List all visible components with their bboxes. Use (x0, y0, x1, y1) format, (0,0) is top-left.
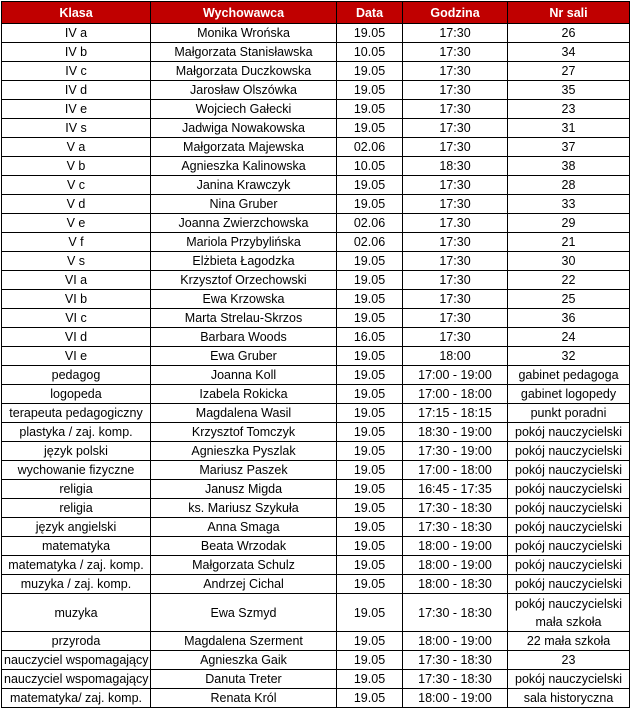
cell-klasa: plastyka / zaj. komp. (2, 423, 151, 442)
cell-data: 19.05 (337, 62, 403, 81)
cell-godzina: 17:30 - 18:30 (403, 594, 508, 632)
cell-godzina: 17:30 (403, 309, 508, 328)
cell-wychowawca: Monika Wrońska (151, 24, 337, 43)
cell-data: 19.05 (337, 594, 403, 632)
cell-data: 02.06 (337, 138, 403, 157)
cell-data: 19.05 (337, 480, 403, 499)
cell-nr-sali: 31 (508, 119, 630, 138)
cell-godzina: 17:30 (403, 138, 508, 157)
cell-godzina: 18:00 - 19:00 (403, 689, 508, 708)
cell-godzina: 17:30 (403, 81, 508, 100)
cell-klasa: IV s (2, 119, 151, 138)
cell-data: 19.05 (337, 461, 403, 480)
cell-godzina: 17:30 (403, 176, 508, 195)
table-row (2, 138, 630, 157)
cell-godzina: 17:30 (403, 119, 508, 138)
cell-data: 19.05 (337, 309, 403, 328)
cell-wychowawca: Marta Strelau-Skrzos (151, 309, 337, 328)
cell-klasa: matematyka/ zaj. komp. (2, 689, 151, 708)
cell-klasa: IV e (2, 100, 151, 119)
cell-nr-sali: 24 (508, 328, 630, 347)
cell-klasa: pedagog (2, 366, 151, 385)
table-row (2, 347, 630, 366)
table-row (2, 499, 630, 518)
table-row (2, 252, 630, 271)
cell-data: 19.05 (337, 423, 403, 442)
cell-klasa: język angielski (2, 518, 151, 537)
table-row (2, 214, 630, 233)
cell-data: 19.05 (337, 689, 403, 708)
cell-klasa: VI b (2, 290, 151, 309)
cell-nr-sali: 34 (508, 43, 630, 62)
cell-nr-sali: 22 mała szkoła (508, 632, 630, 651)
cell-nr-sali: pokój nauczycielski (508, 670, 630, 689)
cell-godzina: 18:00 - 18:30 (403, 575, 508, 594)
cell-godzina: 16:45 - 17:35 (403, 480, 508, 499)
cell-nr-sali: 25 (508, 290, 630, 309)
cell-data: 19.05 (337, 347, 403, 366)
cell-data: 10.05 (337, 43, 403, 62)
cell-klasa: muzyka / zaj. komp. (2, 575, 151, 594)
table-row (2, 575, 630, 594)
cell-wychowawca: Nina Gruber (151, 195, 337, 214)
cell-wychowawca: Ewa Gruber (151, 347, 337, 366)
cell-nr-sali: punkt poradni (508, 404, 630, 423)
cell-wychowawca: ks. Mariusz Szykuła (151, 499, 337, 518)
cell-nr-sali: pokój nauczycielski (508, 480, 630, 499)
table-row (2, 328, 630, 347)
table-row (2, 100, 630, 119)
cell-godzina: 17:30 (403, 271, 508, 290)
cell-data: 19.05 (337, 670, 403, 689)
table-row (2, 119, 630, 138)
cell-data: 16.05 (337, 328, 403, 347)
cell-godzina: 17:30 (403, 233, 508, 252)
table-row (2, 670, 630, 689)
cell-nr-sali: pokój nauczycielski mała szkoła (508, 594, 630, 632)
cell-klasa: V s (2, 252, 151, 271)
cell-klasa: IV b (2, 43, 151, 62)
header-nr-sali: Nr sali (508, 2, 630, 24)
cell-klasa: religia (2, 480, 151, 499)
cell-godzina: 18:00 - 19:00 (403, 556, 508, 575)
cell-wychowawca: Jarosław Olszówka (151, 81, 337, 100)
cell-data: 19.05 (337, 176, 403, 195)
table-row (2, 195, 630, 214)
cell-data: 19.05 (337, 100, 403, 119)
cell-nr-sali: pokój nauczycielski (508, 442, 630, 461)
cell-data: 19.05 (337, 404, 403, 423)
cell-wychowawca: Beata Wrzodak (151, 537, 337, 556)
table-row (2, 594, 630, 632)
cell-nr-sali: 22 (508, 271, 630, 290)
table-row (2, 43, 630, 62)
cell-godzina: 17:30 (403, 252, 508, 271)
cell-nr-sali: 29 (508, 214, 630, 233)
cell-data: 19.05 (337, 518, 403, 537)
cell-wychowawca: Janina Krawczyk (151, 176, 337, 195)
cell-klasa: V a (2, 138, 151, 157)
table-row (2, 366, 630, 385)
cell-klasa: V d (2, 195, 151, 214)
cell-godzina: 17:30 - 18:30 (403, 670, 508, 689)
table-row (2, 62, 630, 81)
cell-klasa: V e (2, 214, 151, 233)
header-data: Data (337, 2, 403, 24)
cell-klasa: VI e (2, 347, 151, 366)
header-klasa: Klasa (2, 2, 151, 24)
cell-klasa: muzyka (2, 594, 151, 632)
table-row (2, 176, 630, 195)
cell-godzina: 17:30 (403, 100, 508, 119)
cell-klasa: VI d (2, 328, 151, 347)
cell-data: 19.05 (337, 24, 403, 43)
cell-klasa: IV a (2, 24, 151, 43)
table-row (2, 309, 630, 328)
cell-nr-sali: gabinet pedagoga (508, 366, 630, 385)
table-row (2, 385, 630, 404)
cell-klasa: IV d (2, 81, 151, 100)
cell-godzina: 17:30 (403, 62, 508, 81)
cell-wychowawca: Barbara Woods (151, 328, 337, 347)
cell-wychowawca: Janusz Migda (151, 480, 337, 499)
cell-klasa: V f (2, 233, 151, 252)
cell-godzina: 17:15 - 18:15 (403, 404, 508, 423)
cell-godzina: 17:30 - 19:00 (403, 442, 508, 461)
cell-klasa: IV c (2, 62, 151, 81)
cell-data: 02.06 (337, 214, 403, 233)
cell-klasa: matematyka (2, 537, 151, 556)
cell-data: 19.05 (337, 442, 403, 461)
cell-nr-sali: pokój nauczycielski (508, 556, 630, 575)
cell-nr-sali: 27 (508, 62, 630, 81)
cell-wychowawca: Jadwiga Nowakowska (151, 119, 337, 138)
header-row (2, 2, 630, 24)
cell-wychowawca: Ewa Szmyd (151, 594, 337, 632)
cell-godzina: 18:00 - 19:00 (403, 537, 508, 556)
cell-godzina: 17:00 - 18:00 (403, 385, 508, 404)
cell-data: 19.05 (337, 81, 403, 100)
cell-wychowawca: Elżbieta Łagodzka (151, 252, 337, 271)
cell-nr-sali: 38 (508, 157, 630, 176)
cell-klasa: nauczyciel wspomagający (2, 670, 151, 689)
cell-nr-sali: pokój nauczycielski (508, 518, 630, 537)
cell-wychowawca: Mariola Przybylińska (151, 233, 337, 252)
cell-data: 19.05 (337, 385, 403, 404)
cell-nr-sali: pokój nauczycielski (508, 423, 630, 442)
cell-klasa: V b (2, 157, 151, 176)
cell-wychowawca: Wojciech Gałecki (151, 100, 337, 119)
table-row (2, 442, 630, 461)
cell-data: 19.05 (337, 119, 403, 138)
cell-data: 02.06 (337, 233, 403, 252)
cell-godzina: 17:30 (403, 195, 508, 214)
cell-wychowawca: Agnieszka Gaik (151, 651, 337, 670)
cell-wychowawca: Danuta Treter (151, 670, 337, 689)
cell-wychowawca: Ewa Krzowska (151, 290, 337, 309)
header-godzina: Godzina (403, 2, 508, 24)
cell-nr-sali: gabinet logopedy (508, 385, 630, 404)
cell-klasa: logopeda (2, 385, 151, 404)
cell-data: 19.05 (337, 366, 403, 385)
cell-godzina: 17:00 - 18:00 (403, 461, 508, 480)
table-row (2, 518, 630, 537)
cell-godzina: 17:30 (403, 43, 508, 62)
cell-godzina: 17:00 - 19:00 (403, 366, 508, 385)
cell-godzina: 17:30 (403, 24, 508, 43)
cell-godzina: 17.30 (403, 214, 508, 233)
cell-wychowawca: Izabela Rokicka (151, 385, 337, 404)
table-row (2, 556, 630, 575)
cell-wychowawca: Andrzej Cichal (151, 575, 337, 594)
cell-data: 19.05 (337, 252, 403, 271)
table-row (2, 81, 630, 100)
header-wychowawca: Wychowawca (151, 2, 337, 24)
cell-godzina: 18:30 - 19:00 (403, 423, 508, 442)
cell-klasa: V c (2, 176, 151, 195)
cell-godzina: 17:30 (403, 328, 508, 347)
cell-klasa: nauczyciel wspomagający (2, 651, 151, 670)
cell-klasa: religia (2, 499, 151, 518)
cell-data: 19.05 (337, 632, 403, 651)
cell-wychowawca: Małgorzata Majewska (151, 138, 337, 157)
table-row (2, 423, 630, 442)
cell-wychowawca: Małgorzata Schulz (151, 556, 337, 575)
cell-nr-sali: 21 (508, 233, 630, 252)
cell-nr-sali: 35 (508, 81, 630, 100)
cell-wychowawca: Agnieszka Kalinowska (151, 157, 337, 176)
cell-klasa: wychowanie fizyczne (2, 461, 151, 480)
cell-godzina: 17:30 - 18:30 (403, 499, 508, 518)
cell-nr-sali: 23 (508, 100, 630, 119)
cell-data: 19.05 (337, 271, 403, 290)
cell-wychowawca: Joanna Koll (151, 366, 337, 385)
cell-data: 19.05 (337, 499, 403, 518)
cell-godzina: 18:00 - 19:00 (403, 632, 508, 651)
cell-data: 19.05 (337, 290, 403, 309)
table-row (2, 157, 630, 176)
cell-nr-sali: pokój nauczycielski (508, 575, 630, 594)
table-row (2, 24, 630, 43)
cell-godzina: 18:00 (403, 347, 508, 366)
table-row (2, 271, 630, 290)
cell-godzina: 17:30 - 18:30 (403, 651, 508, 670)
cell-nr-sali: 33 (508, 195, 630, 214)
cell-nr-sali: 28 (508, 176, 630, 195)
cell-klasa: matematyka / zaj. komp. (2, 556, 151, 575)
cell-klasa: terapeuta pedagogiczny (2, 404, 151, 423)
cell-klasa: VI c (2, 309, 151, 328)
table-row (2, 290, 630, 309)
cell-wychowawca: Anna Smaga (151, 518, 337, 537)
table-row (2, 404, 630, 423)
table-row (2, 461, 630, 480)
cell-nr-sali: pokój nauczycielski (508, 499, 630, 518)
cell-data: 19.05 (337, 651, 403, 670)
cell-nr-sali: pokój nauczycielski (508, 537, 630, 556)
table-row (2, 689, 630, 708)
cell-data: 19.05 (337, 537, 403, 556)
cell-godzina: 17:30 (403, 290, 508, 309)
cell-nr-sali: 37 (508, 138, 630, 157)
cell-klasa: przyroda (2, 632, 151, 651)
cell-wychowawca: Magdalena Szerment (151, 632, 337, 651)
cell-wychowawca: Joanna Zwierzchowska (151, 214, 337, 233)
cell-godzina: 17:30 - 18:30 (403, 518, 508, 537)
table-row (2, 480, 630, 499)
cell-nr-sali: 32 (508, 347, 630, 366)
table-row (2, 233, 630, 252)
table-row (2, 632, 630, 651)
cell-wychowawca: Mariusz Paszek (151, 461, 337, 480)
cell-wychowawca: Magdalena Wasil (151, 404, 337, 423)
cell-wychowawca: Krzysztof Tomczyk (151, 423, 337, 442)
cell-wychowawca: Małgorzata Duczkowska (151, 62, 337, 81)
cell-data: 19.05 (337, 556, 403, 575)
table-row (2, 537, 630, 556)
cell-nr-sali: 36 (508, 309, 630, 328)
cell-nr-sali: 23 (508, 651, 630, 670)
cell-godzina: 18:30 (403, 157, 508, 176)
cell-nr-sali: pokój nauczycielski (508, 461, 630, 480)
cell-wychowawca: Małgorzata Stanisławska (151, 43, 337, 62)
cell-wychowawca: Krzysztof Orzechowski (151, 271, 337, 290)
cell-nr-sali: 30 (508, 252, 630, 271)
cell-wychowawca: Renata Król (151, 689, 337, 708)
cell-wychowawca: Agnieszka Pyszlak (151, 442, 337, 461)
cell-klasa: VI a (2, 271, 151, 290)
cell-nr-sali: 26 (508, 24, 630, 43)
cell-data: 10.05 (337, 157, 403, 176)
meeting-schedule-table (1, 1, 630, 708)
cell-klasa: język polski (2, 442, 151, 461)
cell-data: 19.05 (337, 575, 403, 594)
table-row (2, 651, 630, 670)
cell-data: 19.05 (337, 195, 403, 214)
cell-nr-sali: sala historyczna (508, 689, 630, 708)
